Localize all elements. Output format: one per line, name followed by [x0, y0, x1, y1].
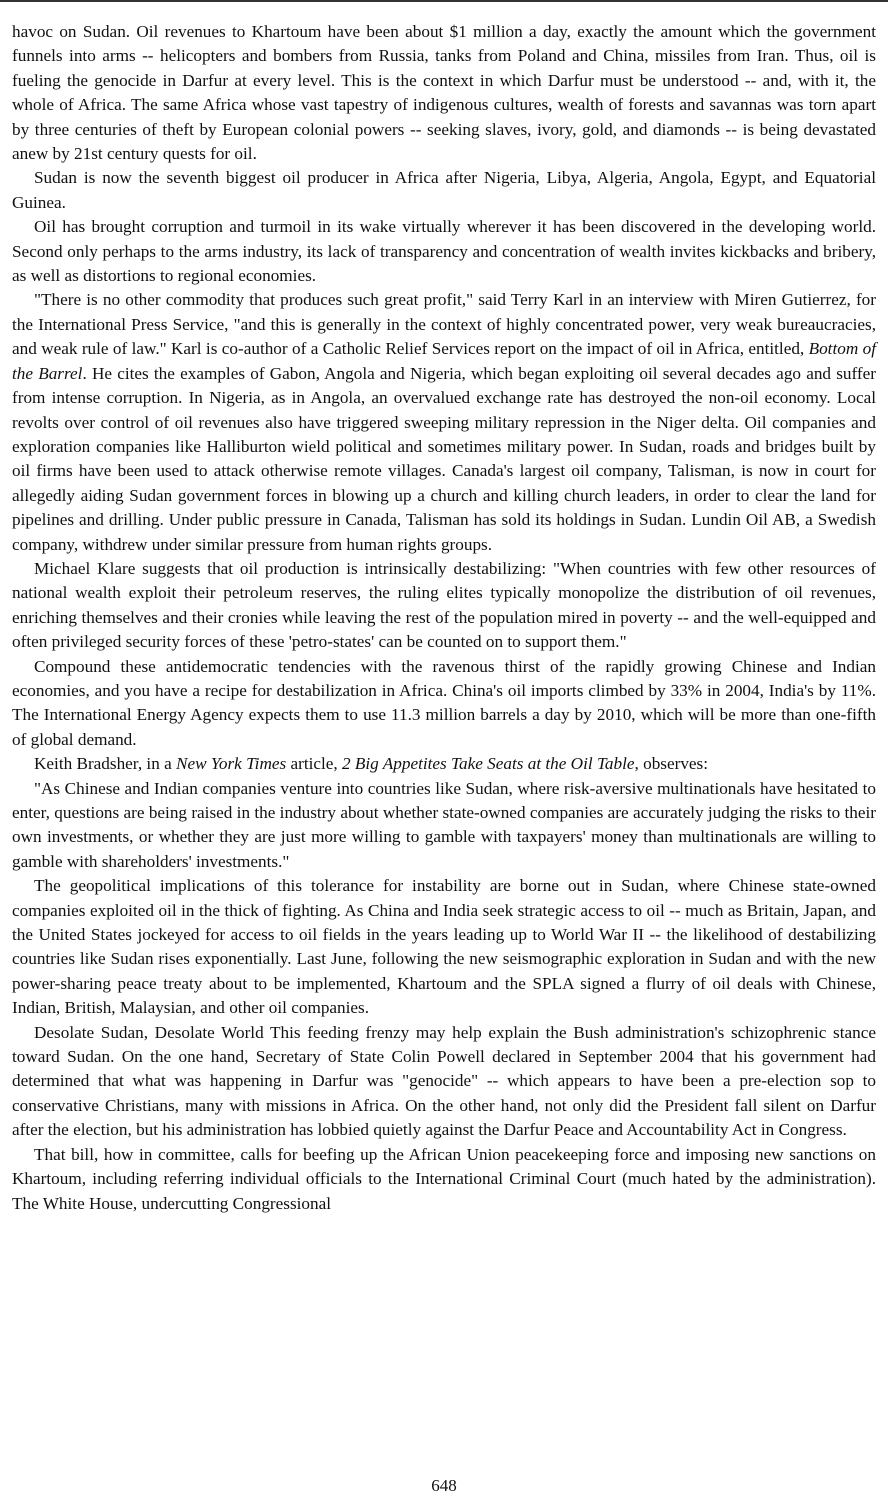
- paragraph: [12, 215, 876, 288]
- paragraph: [12, 1143, 876, 1216]
- text-run: The geopolitical implications of this tolerance for instability are borne out in Sudan, where Chinese state-owned companies exploited oil in the thick of fighting. As China and India seek strategic access to oil -- much as Britain, Japan, and the United States jockeyed for access to oil fields in the years leading up to World War II -- the likelihood of destabilizing countries like Sudan rises exponentially. Last June, following the new seismographic exploration in Sudan and with the new power-sharing peace treaty about to be implemented, Khartoum and the SPLA signed a flurry of oil deals with Chinese, Indian, British, Malaysian, and other oil companies.: [12, 876, 876, 1018]
- text-run: . He cites the examples of Gabon, Angola and Nigeria, which began exploiting oil several decades ago and suffer from intense corruption. In Nigeria, as in Angola, an overvalued exchange rate has destroyed the non-oil economy. Local revolts over control of oil revenues also have triggered sweeping military repression in the Niger delta. Oil companies and exploration companies like Halliburton wield political and sometimes military power. In Sudan, roads and bridges built by oil firms have been used to attack otherwise remote villages. Canada's largest oil company, Talisman, is now in court for allegedly aiding Sudan government forces in blowing up a church and killing church leaders, in order to clear the land for pipelines and drilling. Under public pressure in Canada, Talisman has sold its holdings in Sudan. Lundin Oil AB, a Swedish company, withdrew under similar pressure from human rights groups.: [12, 363, 877, 554]
- paragraph: [12, 20, 876, 166]
- paragraph: [12, 874, 876, 1020]
- page-top-rule: [0, 0, 888, 2]
- text-run: Michael Klare suggests that oil production is intrinsically destabilizing: "When countries with few other resources of national wealth exploit their petroleum reserves, the ruling elites typically monopolize the distribution of oil revenues, enriching themselves and their cronies while leaving the rest of the population mired in poverty -- and the well-equipped and often privileged security forces of these 'petro-states' can be counted on to support them.": [12, 558, 876, 652]
- page-number: 648: [431, 1476, 457, 1495]
- paragraph: [12, 288, 876, 556]
- text-run: Oil has brought corruption and turmoil in its wake virtually wherever it has been discovered in the developing world. Second only perhaps to the arms industry, its lack of transparency and concentration of wealth invites kickbacks and bribery, as well as distortions to regional economies.: [12, 217, 876, 286]
- paragraph: [12, 1021, 876, 1143]
- page-body-text: [12, 20, 876, 1216]
- text-run: Keith Bradsher, in a: [34, 754, 177, 774]
- text-run: havoc on Sudan. Oil revenues to Khartoum have been about $1 million a day, exactly the amount which the government funnels into arms -- helicopters and bombers from Russia, tanks from Poland and China, missiles from Iran. Thus, oil is fueling the genocide in Darfur at every level. This is the context in which Darfur must be understood -- and, with it, the whole of Africa. The same Africa whose vast tapestry of indigenous cultures, wealth of forests and savannas was torn apart by three centuries of theft by European colonial powers -- seeking slaves, ivory, gold, and diamonds -- is being devastated anew by 21st century quests for oil.: [12, 22, 876, 164]
- report-title-italic: Bottom of the Barrel: [12, 339, 876, 383]
- text-run: article,: [286, 754, 343, 774]
- text-run: Compound these antidemocratic tendencies with the ravenous thirst of the rapidly growing Chinese and Indian economies, and you have a recipe for destabilization in Africa. China's oil imports climbed by 33% in 2004, India's by 11%. The International Energy Agency expects them to use 11.3 million barrels a day by 2010, which will be more than one-fifth of global demand.: [12, 656, 876, 749]
- text-run: "As Chinese and Indian companies venture into countries like Sudan, where risk-aversive multinationals have hesitated to enter, questions are being raised in the industry about whether state-owned companies are accurately judging the risks to their own investments, or whether they are just more willing to gamble with taxpayers' money than multinationals are willing to gamble with shareholders' investments.": [12, 778, 876, 871]
- text-run: "There is no other commodity that produces such great profit," said Terry Karl in an interview with Miren Gutierrez, for the International Press Service, "and this is generally in the context of highly concentrated power, very weak bureaucracies, and weak rule of law." Karl is co-author of a Catholic Relief Services report on the impact of oil in Africa, entitled,: [12, 290, 876, 359]
- paragraph: [12, 777, 876, 875]
- paragraph: [12, 166, 876, 215]
- paragraph: [12, 557, 876, 655]
- paragraph: [12, 752, 876, 776]
- paragraph: [12, 655, 876, 753]
- publication-name-italic: New York Times: [176, 754, 287, 774]
- text-run: , observes:: [634, 754, 709, 774]
- text-run: That bill, how in committee, calls for beefing up the African Union peacekeeping force and imposing new sanctions on Khartoum, including referring individual officials to the International Criminal Court (much hated by the administration). The White House, undercutting Congressional: [12, 1144, 876, 1213]
- text-run: Desolate Sudan, Desolate World This feeding frenzy may help explain the Bush administration's schizophrenic stance toward Sudan. On the one hand, Secretary of State Colin Powell declared in September 2004 that his government had determined that what was happening in Darfur was "genocide" -- which appears to have been a pre-election sop to conservative Christians, many with missions in Africa. On the other hand, not only did the President fall silent on Darfur after the election, but his administration has lobbied quietly against the Darfur Peace and Accountability Act in Congress.: [12, 1022, 876, 1140]
- article-title-italic: 2 Big Appetites Take Seats at the Oil Table: [342, 754, 635, 774]
- text-run: Sudan is now the seventh biggest oil producer in Africa after Nigeria, Libya, Algeria, Angola, Egypt, and Equatorial Guinea.: [12, 168, 876, 212]
